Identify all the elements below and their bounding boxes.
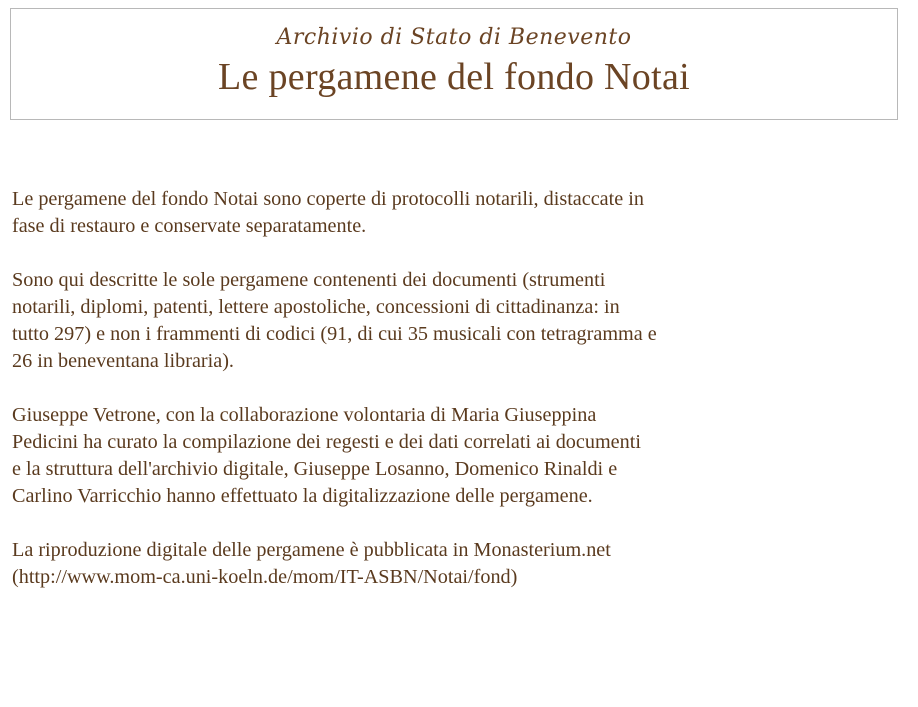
text-line: Giuseppe Vetrone, con la collaborazione volontaria di Maria Giuseppina bbox=[12, 404, 597, 426]
text-line: fase di restauro e conservate separatamente. bbox=[12, 215, 367, 237]
paragraph-publication bbox=[12, 537, 892, 591]
text-line: Pedicini ha curato la compilazione dei regesti e dei dati correlati ai documenti bbox=[12, 431, 641, 453]
paragraph-intro bbox=[12, 186, 892, 240]
monasterium-url: (http://www.mom-ca.uni-koeln.de/mom/IT-ASBN/Notai/fond) bbox=[12, 566, 518, 588]
text-line: 26 in beneventana libraria). bbox=[12, 350, 234, 372]
text-line: tutto 297) e non i frammenti di codici (91, di cui 35 musicali con tetragramma e bbox=[12, 323, 657, 345]
archive-name: Archivio di Stato di Benevento bbox=[276, 25, 632, 50]
text-line: Sono qui descritte le sole pergamene contenenti dei documenti (strumenti bbox=[12, 269, 606, 291]
text-line: e la struttura dell'archivio digitale, Giuseppe Losanno, Domenico Rinaldi e bbox=[12, 458, 618, 480]
content-body bbox=[12, 186, 892, 618]
text-line: Carlino Varricchio hanno effettuato la digitalizzazione delle pergamene. bbox=[12, 485, 593, 507]
page-title: Le pergamene del fondo Notai bbox=[218, 56, 690, 98]
paragraph-credits bbox=[12, 402, 892, 510]
header-box bbox=[10, 8, 898, 120]
paragraph-description bbox=[12, 267, 892, 375]
text-line: Le pergamene del fondo Notai sono coperte di protocolli notarili, distaccate in bbox=[12, 188, 644, 210]
text-line: notarili, diplomi, patenti, lettere apostoliche, concessioni di cittadinanza: in bbox=[12, 296, 620, 318]
text-line: La riproduzione digitale delle pergamene è pubblicata in Monasterium.net bbox=[12, 539, 611, 561]
